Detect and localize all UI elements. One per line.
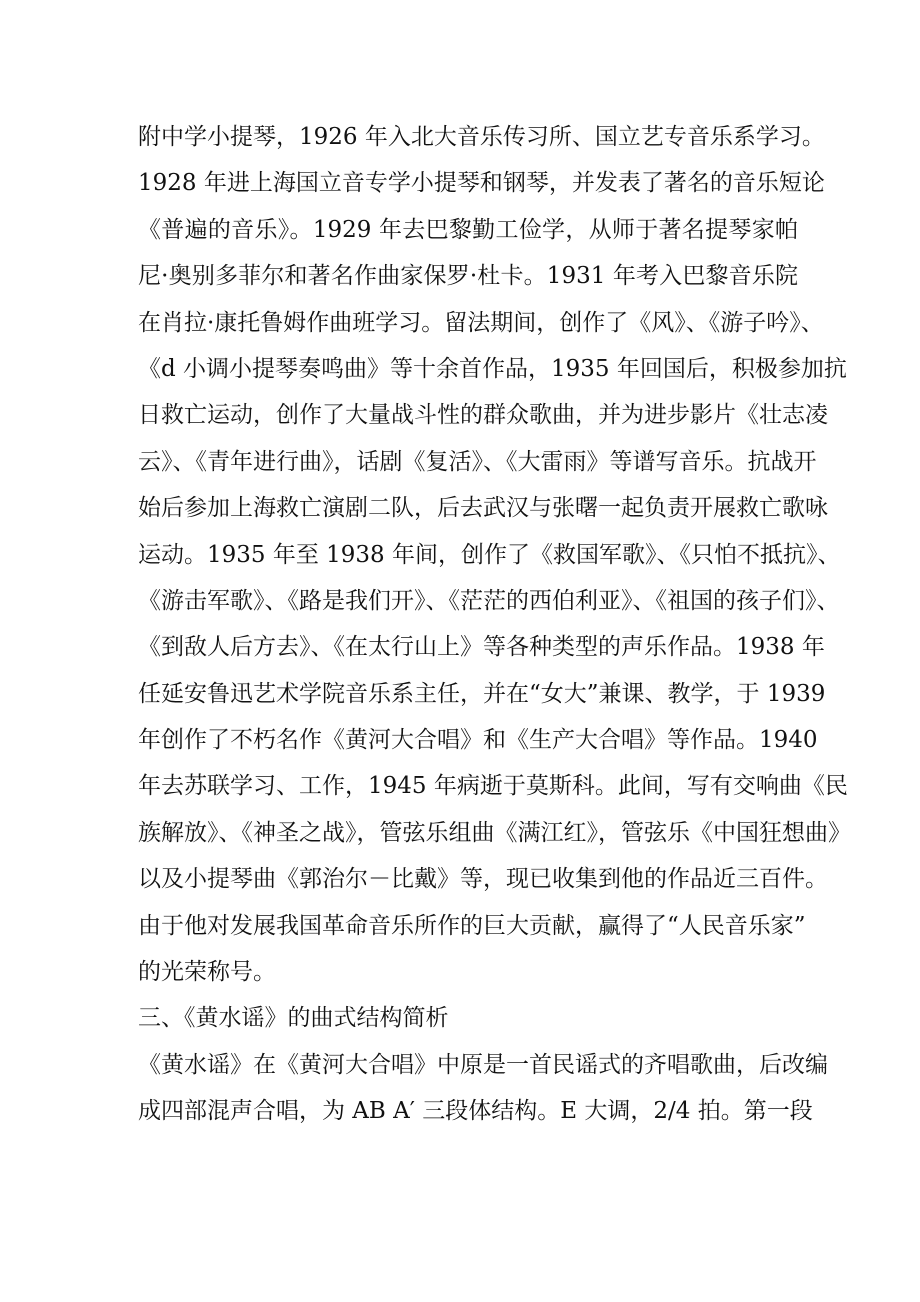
paragraph-end-line: 的光荣称号。 [138, 959, 276, 986]
text-line: 以及小提琴曲《郭治尔－比戴》等，现已收集到他的作品近三百件。 [138, 866, 828, 893]
text-line: 《游击军歌》、《路是我们开》、《茫茫的西伯利亚》、《祖国的孩子们》、 [138, 587, 840, 614]
body-text [138, 114, 851, 1135]
text-line: 《普遍的音乐》。1929 年去巴黎勤工俭学，从师于著名提琴家帕 [138, 216, 798, 243]
text-line: 任延安鲁迅艺术学院音乐系主任，并在“女大”兼课、教学，于 1939 [138, 680, 826, 707]
text-line: 《到敌人后方去》、《在太行山上》等各种类型的声乐作品。1938 年 [138, 634, 825, 661]
text-line: 在肖拉·康托鲁姆作曲班学习。留法期间，创作了《风》、《游子吟》、 [138, 309, 824, 336]
text-line: 《黄水谣》在《黄河大合唱》中原是一首民谣式的齐唱歌曲，后改编 [138, 1051, 828, 1078]
text-line: 运动。1935 年至 1938 年间，创作了《救国军歌》、《只怕不抵抗》、 [138, 541, 841, 568]
text-line: 年创作了不朽名作《黄河大合唱》和《生产大合唱》等作品。1940 [138, 727, 818, 754]
text-line: 年去苏联学习、工作，1945 年病逝于莫斯科。此间，写有交响曲《民 [138, 773, 848, 800]
section-heading: 三、《黄水谣》的曲式结构简析 [138, 1005, 449, 1032]
text-line: 成四部混声合唱，为 AB A′ 三段体结构。E 大调，2/4 拍。第一段 [138, 1098, 813, 1125]
text-line: 尼·奥别多菲尔和著名作曲家保罗·杜卡。1931 年考入巴黎音乐院 [138, 263, 798, 290]
text-line: 始后参加上海救亡演剧二队，后去武汉与张曙一起负责开展救亡歌咏 [138, 495, 828, 522]
text-line: 附中学小提琴，1926 年入北大音乐传习所、国立艺专音乐系学习。 [138, 124, 825, 150]
text-line: 1928 年进上海国立音专学小提琴和钢琴，并发表了著名的音乐短论 [138, 170, 825, 197]
text-line: 日救亡运动，创作了大量战斗性的群众歌曲，并为进步影片《壮志凌 [138, 402, 828, 429]
text-line: 云》、《青年进行曲》，话剧《复活》、《大雷雨》等谱写音乐。抗战开 [138, 448, 817, 475]
text-line: 族解放》、《神圣之战》，管弦乐组曲《满江红》，管弦乐《中国狂想曲》 [138, 819, 851, 846]
text-line: 由于他对发展我国革命音乐所作的巨大贡献，赢得了“人民音乐家” [138, 912, 806, 939]
text-line: 《d 小调小提琴奏鸣曲》等十余首作品，1935 年回国后，积极参加抗 [138, 355, 847, 382]
